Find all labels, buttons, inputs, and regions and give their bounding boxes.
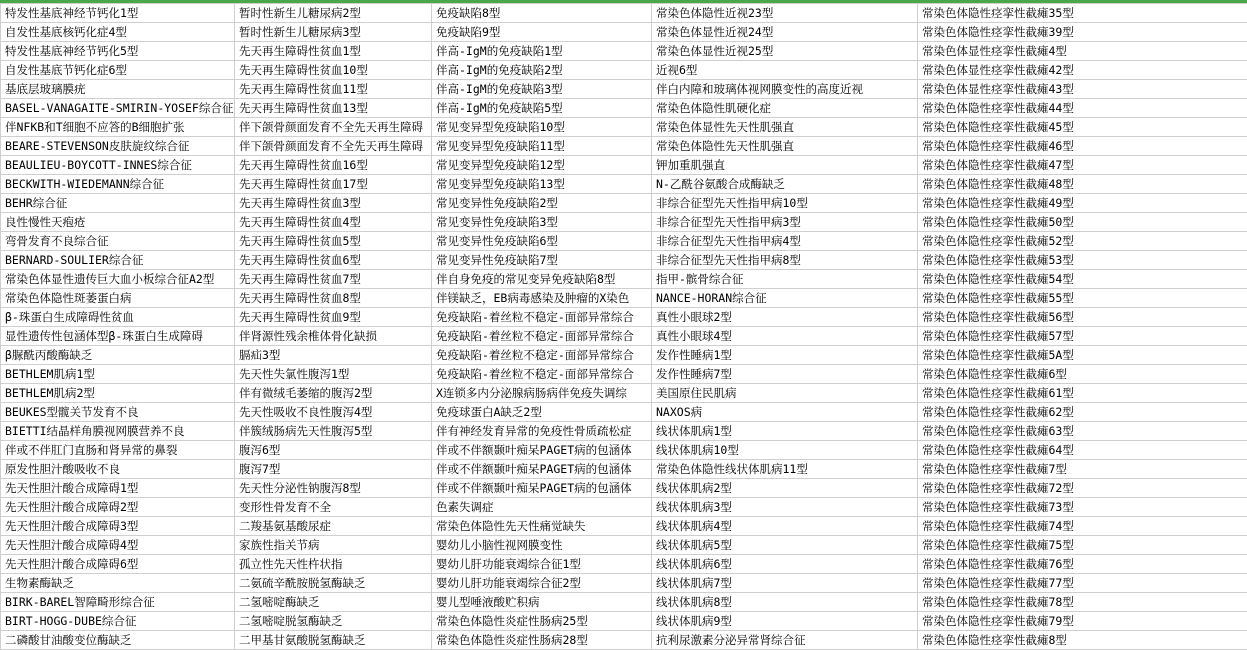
- table-row: [1, 593, 1247, 612]
- table-cell[interactable]: 腹泻6型: [235, 441, 432, 460]
- table-cell[interactable]: BEARE-STEVENSON皮肤旋纹综合征: [1, 137, 235, 156]
- table-row: [1, 403, 1247, 422]
- table-cell[interactable]: 真性小眼球4型: [652, 327, 918, 346]
- table-cell[interactable]: 膈疝3型: [235, 346, 432, 365]
- table-cell[interactable]: 先天性胆汁酸合成障碍2型: [1, 498, 235, 517]
- table-cell[interactable]: 伴下颌骨颜面发育不全先天再生障碍: [235, 118, 432, 137]
- table-cell[interactable]: BETHLEM肌病1型: [1, 365, 235, 384]
- table-cell[interactable]: 伴高-IgM的免疫缺陷1型: [432, 42, 652, 61]
- table-cell[interactable]: 二羧基氨基酸尿症: [235, 517, 432, 536]
- table-cell[interactable]: 常染色体显性痉挛性截瘫42型: [918, 61, 1247, 80]
- table-cell[interactable]: 常见变异型免疫缺陷12型: [432, 156, 652, 175]
- table-cell[interactable]: 非综合征型先天性指甲病3型: [652, 213, 918, 232]
- table-cell[interactable]: 常染色体显性痉挛性截瘫4型: [918, 42, 1247, 61]
- table-cell[interactable]: 二甲基甘氨酸脱氢酶缺乏: [235, 631, 432, 650]
- table-row: [1, 612, 1247, 631]
- table-cell[interactable]: 先天再生障碍性贫血6型: [235, 251, 432, 270]
- table-cell[interactable]: 免疫缺陷-着丝粒不稳定-面部异常综合: [432, 346, 652, 365]
- table-cell[interactable]: 线状体肌病4型: [652, 517, 918, 536]
- table-row: [1, 308, 1247, 327]
- table-cell[interactable]: 非综合征型先天性指甲病10型: [652, 194, 918, 213]
- table-cell[interactable]: 免疫缺陷8型: [432, 4, 652, 23]
- table-row: [1, 99, 1247, 118]
- table-cell[interactable]: 常染色体隐性痉挛性截瘫53型: [918, 251, 1247, 270]
- table-cell[interactable]: β脲酰丙酸酶缺乏: [1, 346, 235, 365]
- table-cell[interactable]: X连锁多内分泌腺病肠病伴免疫失调综: [432, 384, 652, 403]
- table-row: [1, 479, 1247, 498]
- spreadsheet-grid: [0, 3, 1247, 650]
- table-cell[interactable]: 先天性吸收不良性腹泻4型: [235, 403, 432, 422]
- table-row: [1, 555, 1247, 574]
- table-cell[interactable]: N-乙酰谷氨酸合成酶缺乏: [652, 175, 918, 194]
- table-row: [1, 327, 1247, 346]
- table-row: [1, 422, 1247, 441]
- table-cell[interactable]: 暂时性新生儿糖尿病2型: [235, 4, 432, 23]
- table-cell[interactable]: 常见变异型免疫缺陷13型: [432, 175, 652, 194]
- table-cell[interactable]: 变形性骨发育不全: [235, 498, 432, 517]
- table-cell[interactable]: 线状体肌病6型: [652, 555, 918, 574]
- table-cell[interactable]: 二氨硫辛酰胺脱氢酶缺乏: [235, 574, 432, 593]
- table-cell[interactable]: 常见变异性免疫缺陷6型: [432, 232, 652, 251]
- table-cell[interactable]: 先天性胆汁酸合成障碍1型: [1, 479, 235, 498]
- table-cell[interactable]: 常染色体隐性痉挛性截瘫63型: [918, 422, 1247, 441]
- table-cell[interactable]: 常染色体隐性痉挛性截瘫77型: [918, 574, 1247, 593]
- table-cell[interactable]: 常染色体隐性痉挛性截瘫78型: [918, 593, 1247, 612]
- table-cell[interactable]: 二氢嘧啶脱氢酶缺乏: [235, 612, 432, 631]
- table-cell[interactable]: 常染色体隐性痉挛性截瘫49型: [918, 194, 1247, 213]
- table-cell[interactable]: 线状体肌病7型: [652, 574, 918, 593]
- table-cell[interactable]: 免疫缺陷-着丝粒不稳定-面部异常综合: [432, 308, 652, 327]
- table-cell[interactable]: 常染色体隐性痉挛性截瘫64型: [918, 441, 1247, 460]
- table-cell[interactable]: 常染色体隐性痉挛性截瘫5A型: [918, 346, 1247, 365]
- table-cell[interactable]: 常染色体隐性痉挛性截瘫46型: [918, 137, 1247, 156]
- table-cell[interactable]: 伴或不伴额颞叶痴呆PAGET病的包涵体: [432, 441, 652, 460]
- table-cell[interactable]: 婴幼儿肝功能衰竭综合征1型: [432, 555, 652, 574]
- table-cell[interactable]: 线状体肌病8型: [652, 593, 918, 612]
- table-row: [1, 251, 1247, 270]
- table-cell[interactable]: 线状体肌病2型: [652, 479, 918, 498]
- table-cell[interactable]: 特发性基底神经节钙化5型: [1, 42, 235, 61]
- table-cell[interactable]: 发作性睡病1型: [652, 346, 918, 365]
- table-cell[interactable]: BECKWITH-WIEDEMANN综合征: [1, 175, 235, 194]
- table-cell[interactable]: 常见变异性免疫缺陷7型: [432, 251, 652, 270]
- table-cell[interactable]: 线状体肌病3型: [652, 498, 918, 517]
- table-cell[interactable]: 常染色体显性近视24型: [652, 23, 918, 42]
- table-cell[interactable]: BEHR综合征: [1, 194, 235, 213]
- table-cell[interactable]: 常染色体隐性痉挛性截瘫8型: [918, 631, 1247, 650]
- table-cell[interactable]: BASEL-VANAGAITE-SMIRIN-YOSEF综合征: [1, 99, 235, 118]
- table-cell[interactable]: 常染色体隐性炎症性肠病28型: [432, 631, 652, 650]
- table-cell[interactable]: 常染色体隐性痉挛性截瘫76型: [918, 555, 1247, 574]
- table-cell[interactable]: 美国原住民肌病: [652, 384, 918, 403]
- table-cell[interactable]: 常染色体隐性痉挛性截瘫50型: [918, 213, 1247, 232]
- table-cell[interactable]: 常染色体隐性痉挛性截瘫79型: [918, 612, 1247, 631]
- table-cell[interactable]: 婴幼儿肝功能衰竭综合征2型: [432, 574, 652, 593]
- table-cell[interactable]: 近视6型: [652, 61, 918, 80]
- table-cell[interactable]: 非综合征型先天性指甲病8型: [652, 251, 918, 270]
- table-cell[interactable]: 先天再生障碍性贫血5型: [235, 232, 432, 251]
- table-cell[interactable]: 常染色体隐性痉挛性截瘫48型: [918, 175, 1247, 194]
- table-cell[interactable]: 伴下颌骨颜面发育不全先天再生障碍: [235, 137, 432, 156]
- table-cell[interactable]: 常见变异型免疫缺陷11型: [432, 137, 652, 156]
- table-cell[interactable]: 常见变异性免疫缺陷3型: [432, 213, 652, 232]
- table-cell[interactable]: 先天性胆汁酸合成障碍4型: [1, 536, 235, 555]
- table-row: [1, 365, 1247, 384]
- table-row: [1, 460, 1247, 479]
- table-cell[interactable]: 原发性胆汁酸吸收不良: [1, 460, 235, 479]
- table-row: [1, 384, 1247, 403]
- table-cell[interactable]: 常染色体隐性痉挛性截瘫61型: [918, 384, 1247, 403]
- table-cell[interactable]: BERNARD-SOULIER综合征: [1, 251, 235, 270]
- table-cell[interactable]: 常染色体隐性痉挛性截瘫6型: [918, 365, 1247, 384]
- table-cell[interactable]: 常染色体隐性痉挛性截瘫35型: [918, 4, 1247, 23]
- table-cell[interactable]: 常染色体隐性先天性肌强直: [652, 137, 918, 156]
- table-cell[interactable]: 特发性基底神经节钙化1型: [1, 4, 235, 23]
- table-cell[interactable]: 先天再生障碍性贫血1型: [235, 42, 432, 61]
- table-cell[interactable]: 自发性基底节钙化症6型: [1, 61, 235, 80]
- table-cell[interactable]: 二磷酸甘油酸变位酶缺乏: [1, 631, 235, 650]
- table-cell[interactable]: 常染色体隐性痉挛性截瘫55型: [918, 289, 1247, 308]
- table-cell[interactable]: 孤立性先天性杵状指: [235, 555, 432, 574]
- table-cell[interactable]: 钾加重肌强直: [652, 156, 918, 175]
- table-row: [1, 23, 1247, 42]
- table-cell[interactable]: NAXOS病: [652, 403, 918, 422]
- table-cell[interactable]: 伴或不伴肛门直肠和肾异常的鼻裂: [1, 441, 235, 460]
- table-cell[interactable]: 指甲-髌骨综合征: [652, 270, 918, 289]
- table-cell[interactable]: NANCE-HORAN综合征: [652, 289, 918, 308]
- table-cell[interactable]: 婴儿型唾液酸贮积病: [432, 593, 652, 612]
- table-cell[interactable]: 常染色体显性痉挛性截瘫43型: [918, 80, 1247, 99]
- table-cell[interactable]: 常染色体隐性痉挛性截瘫62型: [918, 403, 1247, 422]
- grid-body: [1, 4, 1247, 650]
- table-cell[interactable]: 非综合征型先天性指甲病4型: [652, 232, 918, 251]
- table-cell[interactable]: 抗利尿激素分泌异常肾综合征: [652, 631, 918, 650]
- table-cell[interactable]: 常染色体隐性肌硬化症: [652, 99, 918, 118]
- table-cell[interactable]: 线状体肌病1型: [652, 422, 918, 441]
- table-row: [1, 61, 1247, 80]
- table-row: [1, 42, 1247, 61]
- table-cell[interactable]: BIETTI结晶样角膜视网膜营养不良: [1, 422, 235, 441]
- table-cell[interactable]: BEAULIEU-BOYCOTT-INNES综合征: [1, 156, 235, 175]
- table-row: [1, 137, 1247, 156]
- table-cell[interactable]: 伴NFKB和T细胞不应答的B细胞扩张: [1, 118, 235, 137]
- table-cell[interactable]: 常染色体隐性痉挛性截瘫75型: [918, 536, 1247, 555]
- table-cell[interactable]: 伴或不伴额颞叶痴呆PAGET病的包涵体: [432, 460, 652, 479]
- table-cell[interactable]: 自发性基底核钙化症4型: [1, 23, 235, 42]
- table-cell[interactable]: 伴自身免疫的常见变异免疫缺陷8型: [432, 270, 652, 289]
- table-row: [1, 441, 1247, 460]
- table-cell[interactable]: 常染色体隐性炎症性肠病25型: [432, 612, 652, 631]
- table-cell[interactable]: BIRK-BAREL智障畸形综合征: [1, 593, 235, 612]
- table-cell[interactable]: 先天再生障碍性贫血10型: [235, 61, 432, 80]
- table-cell[interactable]: 线状体肌病9型: [652, 612, 918, 631]
- table-cell[interactable]: 先天性失氯性腹泻1型: [235, 365, 432, 384]
- table-cell[interactable]: 免疫缺陷-着丝粒不稳定-面部异常综合: [432, 365, 652, 384]
- table-cell[interactable]: 常染色体隐性痉挛性截瘫47型: [918, 156, 1247, 175]
- table-cell[interactable]: 先天再生障碍性贫血7型: [235, 270, 432, 289]
- table-cell[interactable]: 先天再生障碍性贫血3型: [235, 194, 432, 213]
- table-cell[interactable]: 显性遗传性包涵体型β-珠蛋白生成障碍: [1, 327, 235, 346]
- table-cell[interactable]: 常染色体隐性近视23型: [652, 4, 918, 23]
- table-cell[interactable]: 常染色体隐性痉挛性截瘫44型: [918, 99, 1247, 118]
- table-row: [1, 213, 1247, 232]
- table-cell[interactable]: 常染色体隐性痉挛性截瘫54型: [918, 270, 1247, 289]
- table-cell[interactable]: 婴幼儿小脑性视网膜变性: [432, 536, 652, 555]
- table-cell[interactable]: 生物素酶缺乏: [1, 574, 235, 593]
- table-cell[interactable]: 伴肾源性残余椎体骨化缺损: [235, 327, 432, 346]
- table-row: [1, 80, 1247, 99]
- table-cell[interactable]: 线状体肌病5型: [652, 536, 918, 555]
- table-row: [1, 194, 1247, 213]
- table-cell[interactable]: 伴镁缺乏，EB病毒感染及肿瘤的X染色: [432, 289, 652, 308]
- table-cell[interactable]: 常染色体隐性痉挛性截瘫39型: [918, 23, 1247, 42]
- table-cell[interactable]: 常染色体隐性线状体肌病11型: [652, 460, 918, 479]
- table-cell[interactable]: 免疫缺陷9型: [432, 23, 652, 42]
- table-cell[interactable]: 暂时性新生儿糖尿病3型: [235, 23, 432, 42]
- table-cell[interactable]: 伴有神经发育异常的免疫性骨质疏松症: [432, 422, 652, 441]
- table-cell[interactable]: 色素失调症: [432, 498, 652, 517]
- table-cell[interactable]: 真性小眼球2型: [652, 308, 918, 327]
- table-cell[interactable]: 常染色体隐性痉挛性截瘫57型: [918, 327, 1247, 346]
- table-cell[interactable]: 伴或不伴额颞叶痴呆PAGET病的包涵体: [432, 479, 652, 498]
- table-row: [1, 232, 1247, 251]
- table-cell[interactable]: 发作性睡病7型: [652, 365, 918, 384]
- table-cell[interactable]: 腹泻7型: [235, 460, 432, 479]
- table-cell[interactable]: BIRT-HOGG-DUBE综合征: [1, 612, 235, 631]
- table-cell[interactable]: 常染色体隐性斑萎蛋白病: [1, 289, 235, 308]
- table-cell[interactable]: 基底层玻璃膜疣: [1, 80, 235, 99]
- table-cell[interactable]: 先天性胆汁酸合成障碍3型: [1, 517, 235, 536]
- table-cell[interactable]: 先天再生障碍性贫血13型: [235, 99, 432, 118]
- table-cell[interactable]: 常染色体隐性痉挛性截瘫7型: [918, 460, 1247, 479]
- table-cell[interactable]: 先天性胆汁酸合成障碍6型: [1, 555, 235, 574]
- table-cell[interactable]: 常染色体隐性痉挛性截瘫74型: [918, 517, 1247, 536]
- table-cell[interactable]: 伴高-IgM的免疫缺陷2型: [432, 61, 652, 80]
- table-cell[interactable]: 先天再生障碍性贫血11型: [235, 80, 432, 99]
- table-cell[interactable]: 常染色体显性遗传巨大血小板综合征A2型: [1, 270, 235, 289]
- table-cell[interactable]: 伴簇绒肠病先天性腹泻5型: [235, 422, 432, 441]
- table-cell[interactable]: 常见变异型免疫缺陷10型: [432, 118, 652, 137]
- table-row: [1, 517, 1247, 536]
- table-cell[interactable]: 常染色体隐性痉挛性截瘫72型: [918, 479, 1247, 498]
- table-cell[interactable]: 先天再生障碍性贫血17型: [235, 175, 432, 194]
- table-cell[interactable]: 二氢嘧啶酶缺乏: [235, 593, 432, 612]
- table-row: [1, 118, 1247, 137]
- table-cell[interactable]: BEUKES型髋关节发育不良: [1, 403, 235, 422]
- table-cell[interactable]: 常染色体显性先天性肌强直: [652, 118, 918, 137]
- table-cell[interactable]: 先天再生障碍性贫血16型: [235, 156, 432, 175]
- table-cell[interactable]: 先天再生障碍性贫血4型: [235, 213, 432, 232]
- table-cell[interactable]: 常染色体隐性痉挛性截瘫73型: [918, 498, 1247, 517]
- table-cell[interactable]: 先天性分泌性钠腹泻8型: [235, 479, 432, 498]
- table-cell[interactable]: 家族性指关节病: [235, 536, 432, 555]
- table-cell[interactable]: BETHLEM肌病2型: [1, 384, 235, 403]
- table-cell[interactable]: 常染色体隐性先天性痛觉缺失: [432, 517, 652, 536]
- table-cell[interactable]: 免疫缺陷-着丝粒不稳定-面部异常综合: [432, 327, 652, 346]
- table-cell[interactable]: 常染色体显性近视25型: [652, 42, 918, 61]
- table-cell[interactable]: 线状体肌病10型: [652, 441, 918, 460]
- table-cell[interactable]: 伴高-IgM的免疫缺陷5型: [432, 99, 652, 118]
- table-row: [1, 289, 1247, 308]
- table-row: [1, 346, 1247, 365]
- table-cell[interactable]: β-珠蛋白生成障碍性贫血: [1, 308, 235, 327]
- table-cell[interactable]: 常染色体隐性痉挛性截瘫56型: [918, 308, 1247, 327]
- table-row: [1, 270, 1247, 289]
- table-cell[interactable]: 常染色体隐性痉挛性截瘫52型: [918, 232, 1247, 251]
- table-cell[interactable]: 先天再生障碍性贫血8型: [235, 289, 432, 308]
- table-cell[interactable]: 弯骨发育不良综合征: [1, 232, 235, 251]
- table-cell[interactable]: 先天再生障碍性贫血9型: [235, 308, 432, 327]
- table-cell[interactable]: 常见变异性免疫缺陷2型: [432, 194, 652, 213]
- table-row: [1, 4, 1247, 23]
- table-cell[interactable]: 常染色体隐性痉挛性截瘫45型: [918, 118, 1247, 137]
- table-cell[interactable]: 伴白内障和玻璃体视网膜变性的高度近视: [652, 80, 918, 99]
- table-cell[interactable]: 免疫球蛋白A缺乏2型: [432, 403, 652, 422]
- table-row: [1, 175, 1247, 194]
- table-cell[interactable]: 伴有微绒毛萎缩的腹泻2型: [235, 384, 432, 403]
- table-row: [1, 498, 1247, 517]
- table-cell[interactable]: 伴高-IgM的免疫缺陷3型: [432, 80, 652, 99]
- table-cell[interactable]: 良性慢性天疱疮: [1, 213, 235, 232]
- table-row: [1, 536, 1247, 555]
- table-row: [1, 156, 1247, 175]
- table-row: [1, 574, 1247, 593]
